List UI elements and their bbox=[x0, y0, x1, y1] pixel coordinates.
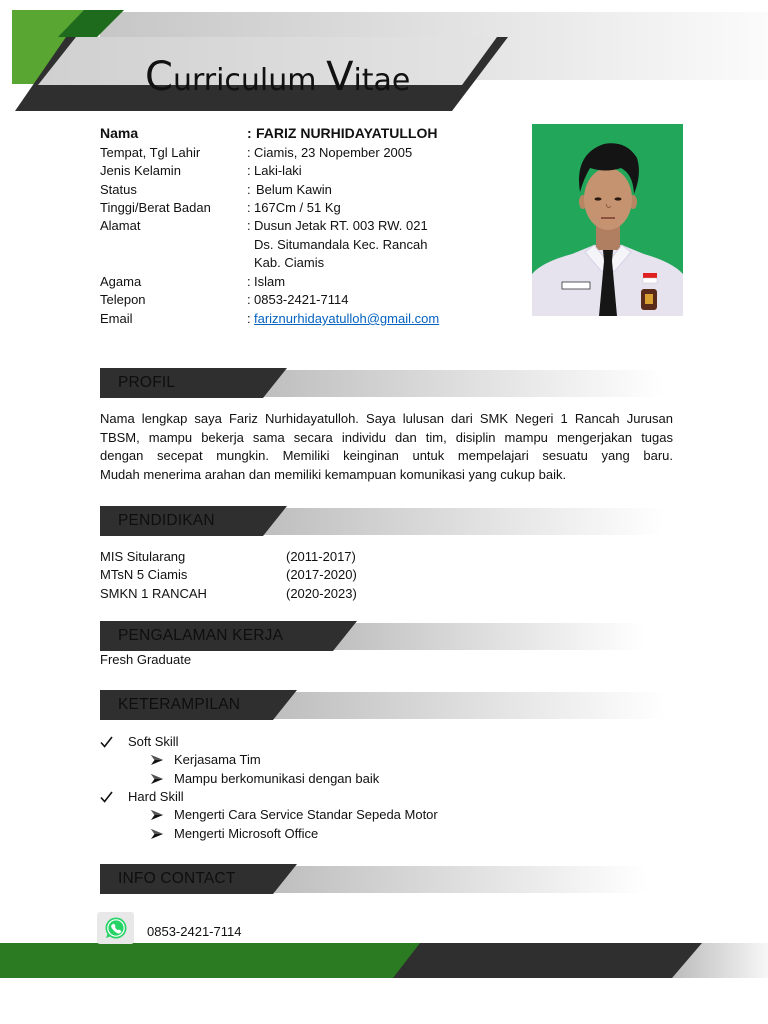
status-value: Belum Kawin bbox=[256, 182, 332, 197]
contact-bar-fade bbox=[268, 866, 648, 893]
education-school: MIS Sitularang bbox=[100, 549, 186, 564]
check-icon bbox=[100, 791, 113, 803]
title-word-vitae: Vitae bbox=[326, 54, 411, 100]
experience-text: Fresh Graduate bbox=[100, 652, 192, 667]
arrow-bullet-icon bbox=[151, 810, 163, 820]
pendidikan-bar-fade bbox=[255, 508, 665, 535]
full-name: FARIZ NURHIDAYATULLOH bbox=[256, 125, 438, 141]
birth-label: Tempat, Tgl Lahir bbox=[100, 145, 201, 160]
name-label: Nama bbox=[100, 125, 139, 141]
height-weight-value: 167Cm / 51 Kg bbox=[254, 200, 341, 215]
education-school: SMKN 1 RANCAH bbox=[100, 586, 207, 601]
pengalaman-bar-fade bbox=[325, 623, 645, 650]
skill-item: Mampu berkomunikasi dengan baik bbox=[174, 771, 380, 786]
status-label: Status bbox=[100, 182, 137, 197]
education-years: (2011-2017) bbox=[286, 549, 356, 564]
profile-line: TBSM, mampu bekerja sama secara individu dan tim, disiplin mampu mengerjakan tugas bbox=[100, 429, 673, 445]
profile-paragraph bbox=[100, 410, 673, 485]
whatsapp-number: 0853-2421-7114 bbox=[147, 924, 242, 939]
education-years: (2017-2020) bbox=[286, 567, 357, 582]
phone-label: Telepon bbox=[100, 292, 146, 307]
address-line: Dusun Jetak RT. 003 RW. 021 bbox=[254, 218, 428, 233]
separator: : bbox=[247, 145, 251, 160]
skill-item: Kerjasama Tim bbox=[174, 752, 261, 767]
education-years: (2020-2023) bbox=[286, 586, 357, 601]
separator: : bbox=[247, 163, 251, 178]
footer-green-bar bbox=[0, 943, 420, 978]
section-heading-pengalaman-kerja: PENGALAMAN KERJA bbox=[118, 627, 284, 644]
height-weight-label: Tinggi/Berat Badan bbox=[100, 200, 211, 215]
section-heading-info-contact: INFO CONTACT bbox=[118, 870, 236, 887]
section-heading-profil: PROFIL bbox=[118, 374, 176, 391]
arrow-bullet-icon bbox=[151, 829, 163, 839]
arrow-bullet-icon bbox=[151, 755, 163, 765]
skill-item: Mengerti Microsoft Office bbox=[174, 826, 319, 841]
email-link[interactable]: fariznurhidayatulloh@gmail.com bbox=[254, 311, 440, 326]
profil-bar-fade bbox=[255, 370, 665, 397]
profile-photo bbox=[532, 124, 683, 316]
address-line: Kab. Ciamis bbox=[254, 255, 325, 270]
check-icon bbox=[100, 736, 113, 748]
separator: : bbox=[247, 274, 251, 289]
address-line: Ds. Situmandala Kec. Rancah bbox=[254, 237, 428, 252]
footer-dark-bar bbox=[390, 943, 702, 978]
religion-label: Agama bbox=[100, 274, 142, 289]
address-label: Alamat bbox=[100, 218, 141, 233]
title-word-curriculum: Curriculum bbox=[145, 54, 317, 100]
separator: : bbox=[247, 182, 251, 197]
separator: : bbox=[247, 218, 251, 233]
page-title bbox=[145, 52, 410, 106]
separator: : bbox=[247, 200, 251, 215]
separator: : bbox=[247, 311, 251, 326]
religion-value: Islam bbox=[254, 274, 286, 289]
phone-value: 0853-2421-7114 bbox=[254, 292, 349, 307]
separator: : bbox=[247, 292, 251, 307]
gender-value: Laki-laki bbox=[254, 163, 302, 178]
skill-group-title: Soft Skill bbox=[128, 734, 179, 749]
arrow-bullet-icon bbox=[151, 774, 163, 784]
gender-label: Jenis Kelamin bbox=[100, 163, 181, 178]
skill-group-title: Hard Skill bbox=[128, 789, 184, 804]
section-heading-keterampilan: KETERAMPILAN bbox=[118, 696, 241, 713]
separator: : bbox=[247, 125, 252, 141]
section-heading-pendidikan: PENDIDIKAN bbox=[118, 512, 215, 529]
profile-line: Nama lengkap saya Fariz Nurhidayatulloh. Saya lulusan dari SMK Negeri 1 Rancah Jurusan bbox=[100, 411, 673, 426]
education-school: MTsN 5 Ciamis bbox=[100, 567, 188, 582]
profile-line: Mudah menerima arahan dan memiliki kemampuan komunikasi yang cukup baik. bbox=[100, 467, 567, 483]
keterampilan-bar-fade bbox=[268, 692, 665, 719]
whatsapp-icon bbox=[97, 912, 134, 944]
skill-item: Mengerti Cara Service Standar Sepeda Motor bbox=[174, 807, 438, 822]
email-label: Email bbox=[100, 311, 133, 326]
birth-value: Ciamis, 23 Nopember 2005 bbox=[254, 145, 413, 160]
profile-line: dengan secepat mungkin. Memiliki keinginan untuk mempelajari sesuatu yang baru. bbox=[100, 448, 673, 464]
